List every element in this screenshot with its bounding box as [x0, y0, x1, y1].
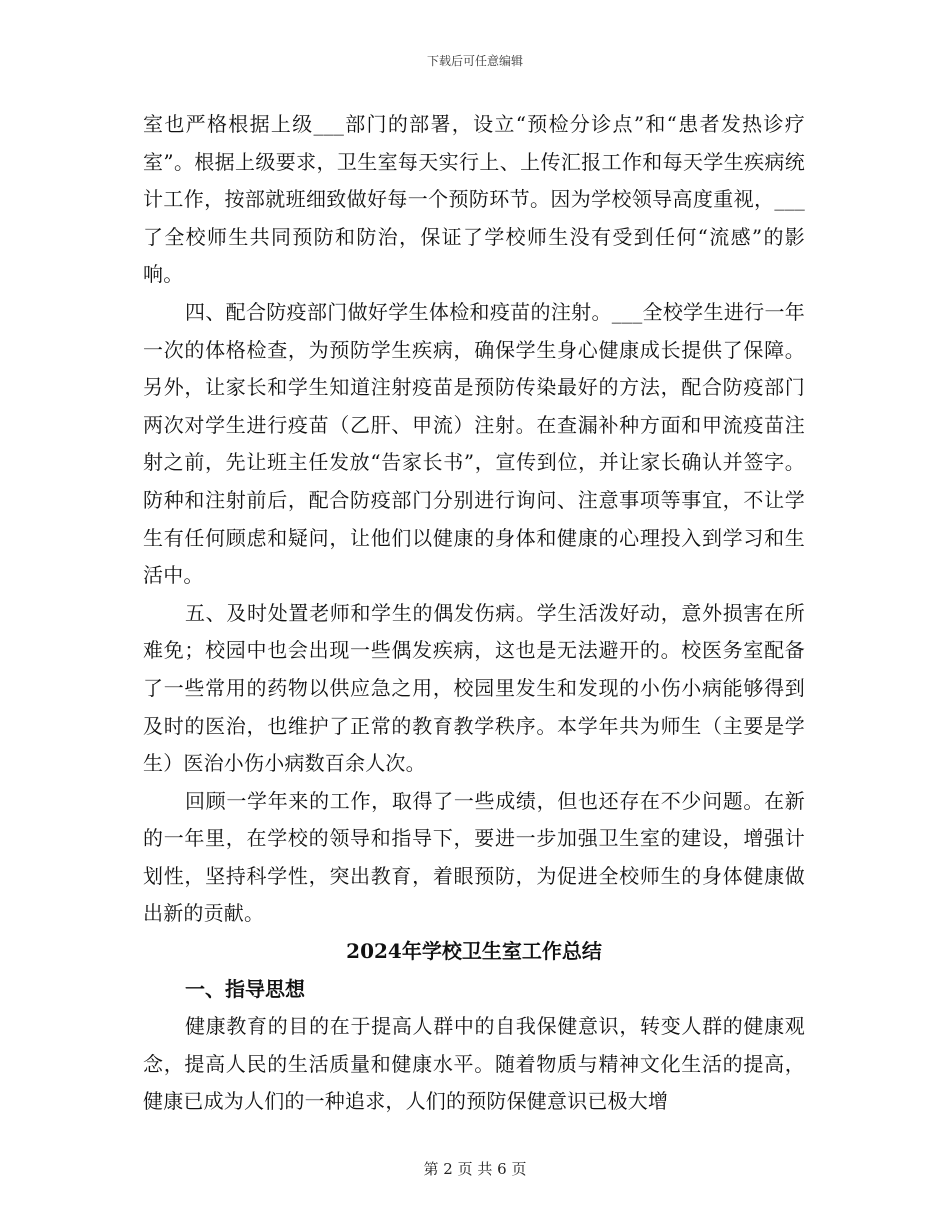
document-body [143, 106, 805, 1121]
section-heading: 一、指导思想 [185, 976, 305, 1001]
paragraph-continuation: 室也严格根据上级___部门的部署，设立“预检分诊点”和“患者发热诊疗室”。根据上级要求，卫生室每天实行上、上传汇报工作和每天学生疾病统计工作，按部就班细致做好每一个预防环节。因为学校领导高度重视，___了全校师生共同预防和防治，保证了学校师生没有受到任何“流感”的影响。 [143, 112, 805, 287]
paragraph-review: 回顾一学年来的工作，取得了一些成绩，但也还存在不少问题。在新的一年里，在学校的领导和指导下，要进一步加强卫生室的建设，增强计划性，坚持科学性，突出教育，着眼预防，为促进全校师生的身体健康做出新的贡献。 [143, 788, 805, 926]
document-title: 2024年学校卫生室工作总结 [346, 939, 602, 964]
section-paragraph: 健康教育的目的在于提高人群中的自我保健意识，转变人群的健康观念，提高人民的生活质量和健康水平。随着物质与精神文化生活的提高，健康已成为人们的一种追求，人们的预防保健意识已极大增 [143, 1014, 805, 1114]
page-footer: 第 2 页 共 6 页 [423, 1160, 527, 1178]
page-header: 下载后可任意编辑 [426, 54, 523, 68]
paragraph-item-five: 五、及时处置老师和学生的偶发伤病。学生活泼好动，意外损害在所难免；校园中也会出现一些偶发疾病，这也是无法避开的。校医务室配备了一些常用的药物以供应急之用，校园里发生和发现的小伤小病能够得到及时的医治，也维护了正常的教育教学秩序。本学年共为师生（主要是学生）医治小伤小病数百余人次。 [143, 600, 805, 776]
paragraph-item-four: 四、配合防疫部门做好学生体检和疫苗的注射。___全校学生进行一年一次的体格检查，为预防学生疾病，确保学生身心健康成长提供了保障。另外，让家长和学生知道注射疫苗是预防传染最好的方法，配合防疫部门两次对学生进行疫苗（乙肝、甲流）注射。在查漏补种方面和甲流疫苗注射之前，先让班主任发放“告家长书”，宣传到位，并让家长确认并签字。防种和注射前后，配合防疫部门分别进行询问、注意事项等事宜，不让学生有任何顾虑和疑问，让他们以健康的身体和健康的心理投入到学习和生活中。 [143, 299, 805, 588]
